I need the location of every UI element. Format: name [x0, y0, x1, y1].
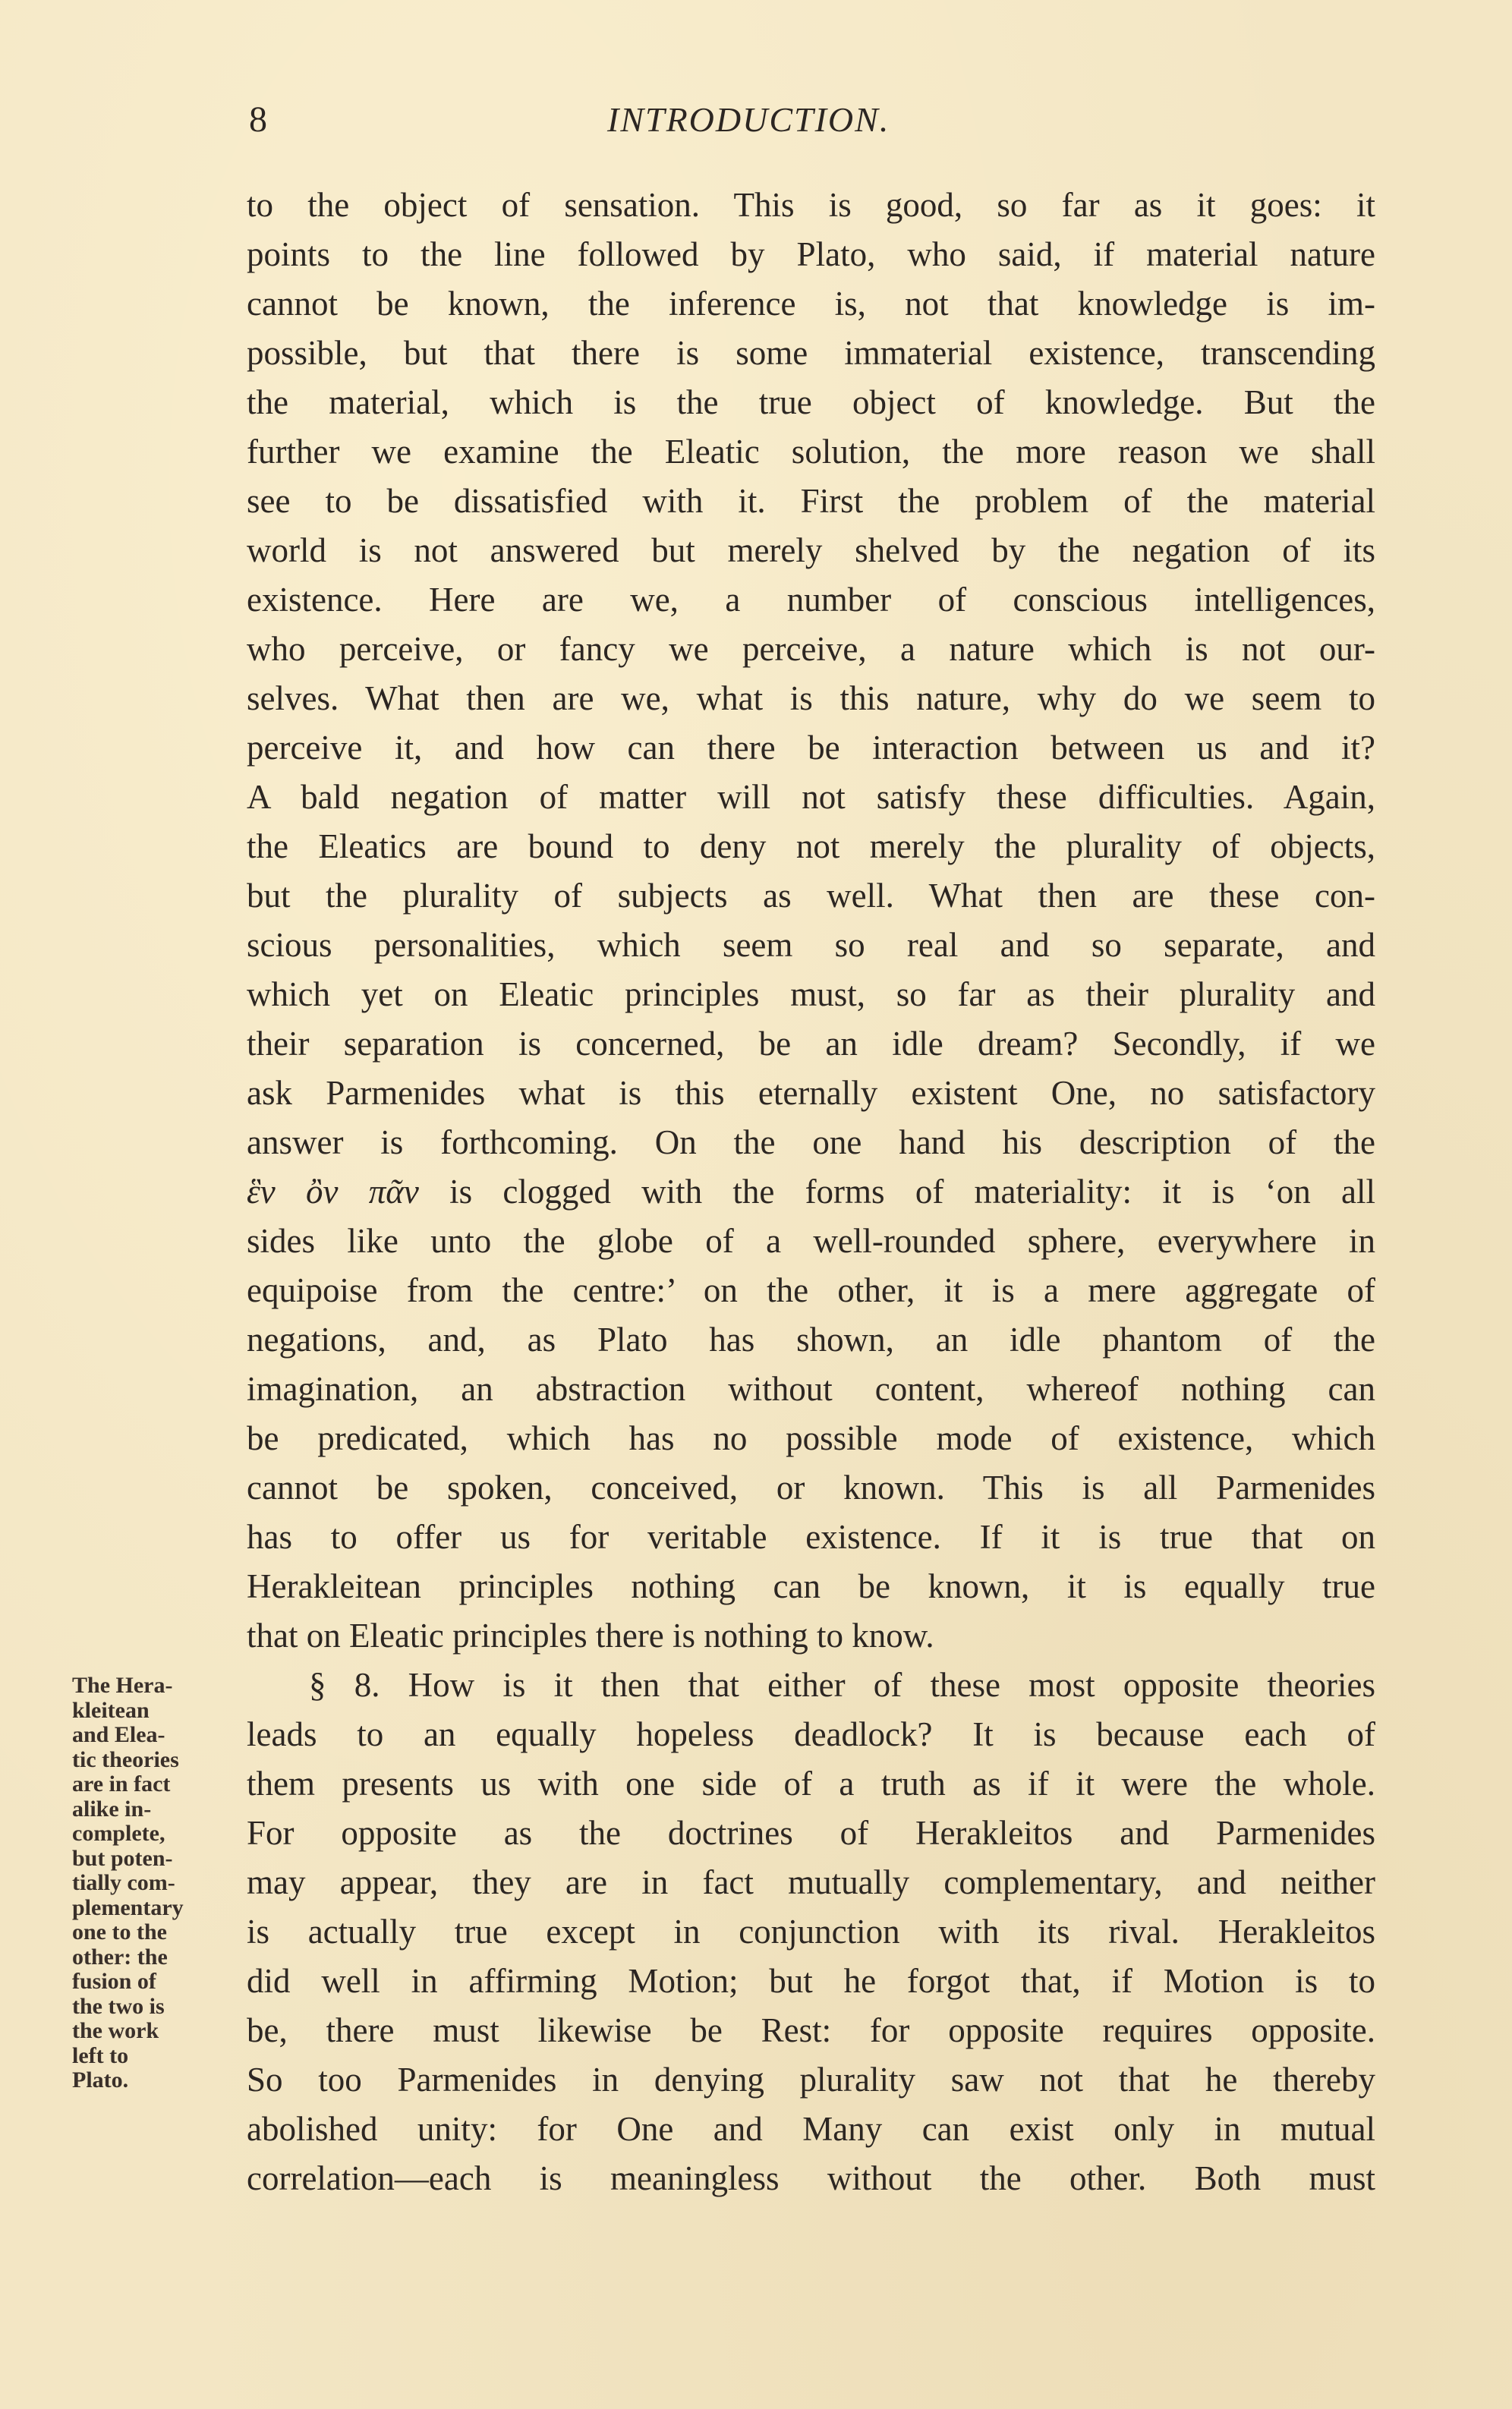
body-text	[247, 181, 1375, 2203]
margin-note-line: the two is	[72, 1993, 165, 2019]
text-line: cannot be known, the inference is, not that knowledge is im-	[247, 285, 1375, 323]
text-line: perceive it, and how can there be interaction between us and it?	[247, 729, 1375, 767]
text-line: correlation—each is meaningless without the other. Both must	[247, 2159, 1375, 2197]
text-line: So too Parmenides in denying plurality saw not that he thereby	[247, 2061, 1375, 2099]
running-head: INTRODUCTION.	[607, 100, 890, 139]
greek-line	[247, 1167, 1375, 1217]
text-line: ask Parmenides what is this eternally existent One, no satisfactory	[247, 1074, 1375, 1112]
text-line: A bald negation of matter will not satisfy these difficulties. Again,	[247, 778, 1375, 816]
margin-note-line: Plato.	[72, 2067, 129, 2093]
text-line: world is not answered but merely shelved by the negation of its	[247, 531, 1375, 569]
text-line: negations, and, as Plato has shown, an idle phantom of the	[247, 1321, 1375, 1359]
text-line: see to be dissatisfied with it. First the problem of the material	[247, 482, 1375, 520]
text-line: them presents us with one side of a truth as if it were the whole.	[247, 1765, 1375, 1803]
margin-note-line: left to	[72, 2042, 129, 2068]
margin-note	[72, 1674, 235, 2093]
margin-note-line: tic theories	[72, 1746, 179, 1772]
greek-phrase: ἓν ὂν πᾶν	[247, 1173, 419, 1211]
text-line: is actually true except in conjunction with its rival. Herakleitos	[247, 1913, 1375, 1951]
text-line: their separation is concerned, be an idle dream? Secondly, if we	[247, 1025, 1375, 1063]
text-line: the material, which is the true object of knowledge. But the	[247, 383, 1375, 421]
text-line: cannot be spoken, conceived, or known. This is all Parmenides	[247, 1469, 1375, 1507]
text-line: has to offer us for veritable existence. If it is true that on	[247, 1518, 1375, 1556]
greek-line-rest: is clogged with the forms of materiality: it is ‘on all	[418, 1173, 1375, 1211]
text-line: points to the line followed by Plato, who said, if material nature	[247, 235, 1375, 273]
text-line: who perceive, or fancy we perceive, a nature which is not our-	[247, 630, 1375, 668]
margin-note-line: tially com-	[72, 1870, 175, 1895]
text-line: abolished unity: for One and Many can exist only in mutual	[247, 2110, 1375, 2148]
margin-note-line: are in fact	[72, 1771, 171, 1797]
text-line: be, there must likewise be Rest: for opposite requires opposite.	[247, 2011, 1375, 2049]
margin-note-line: one to the	[72, 1919, 167, 1945]
margin-note-line: fusion of	[72, 1969, 156, 1994]
text-line: to the object of sensation. This is good, so far as it goes: it	[247, 186, 1375, 224]
text-line: possible, but that there is some immaterial existence, transcending	[247, 334, 1375, 372]
margin-note-line: but poten-	[72, 1845, 173, 1871]
text-line: answer is forthcoming. On the one hand his description of the	[247, 1123, 1375, 1161]
margin-note-line: plementary	[72, 1894, 184, 1920]
text-line: equipoise from the centre:’ on the other, it is a mere aggregate of	[247, 1271, 1375, 1309]
text-line: did well in affirming Motion; but he forgot that, if Motion is to	[247, 1962, 1375, 2000]
margin-note-line: alike in-	[72, 1796, 152, 1822]
margin-note-line: The Hera-	[72, 1673, 173, 1698]
text-line: that on Eleatic principles there is nothing to know.	[247, 1617, 934, 1655]
margin-note-line: other: the	[72, 1944, 168, 1970]
text-line: For opposite as the doctrines of Herakleitos and Parmenides	[247, 1814, 1375, 1852]
text-line: scious personalities, which seem so real and so separate, and	[247, 926, 1375, 964]
text-line: which yet on Eleatic principles must, so far as their plurality and	[247, 975, 1375, 1013]
margin-note-line: the work	[72, 2018, 159, 2043]
text-line: the Eleatics are bound to deny not merely the plurality of objects,	[247, 827, 1375, 865]
text-line: but the plurality of subjects as well. What then are these con-	[247, 877, 1375, 915]
text-line: may appear, they are in fact mutually complementary, and neither	[247, 1863, 1375, 1901]
margin-note-line: and Elea-	[72, 1722, 165, 1747]
text-line: further we examine the Eleatic solution, the more reason we shall	[247, 433, 1375, 471]
margin-note-line: complete,	[72, 1821, 165, 1846]
text-line: sides like unto the globe of a well-rounded sphere, everywhere in	[247, 1222, 1375, 1260]
text-line: leads to an equally hopeless deadlock? It is because each of	[247, 1715, 1375, 1753]
page-number: 8	[249, 99, 267, 140]
section-heading-line: § 8. How is it then that either of these most opposite theories	[309, 1666, 1375, 1704]
text-line: selves. What then are we, what is this nature, why do we seem to	[247, 679, 1375, 717]
text-line: imagination, an abstraction without content, whereof nothing can	[247, 1370, 1375, 1408]
text-line: be predicated, which has no possible mode of existence, which	[247, 1419, 1375, 1457]
text-line: existence. Here are we, a number of conscious intelligences,	[247, 581, 1375, 619]
margin-note-line: kleitean	[72, 1697, 150, 1723]
text-line: Herakleitean principles nothing can be known, it is equally true	[247, 1567, 1375, 1605]
